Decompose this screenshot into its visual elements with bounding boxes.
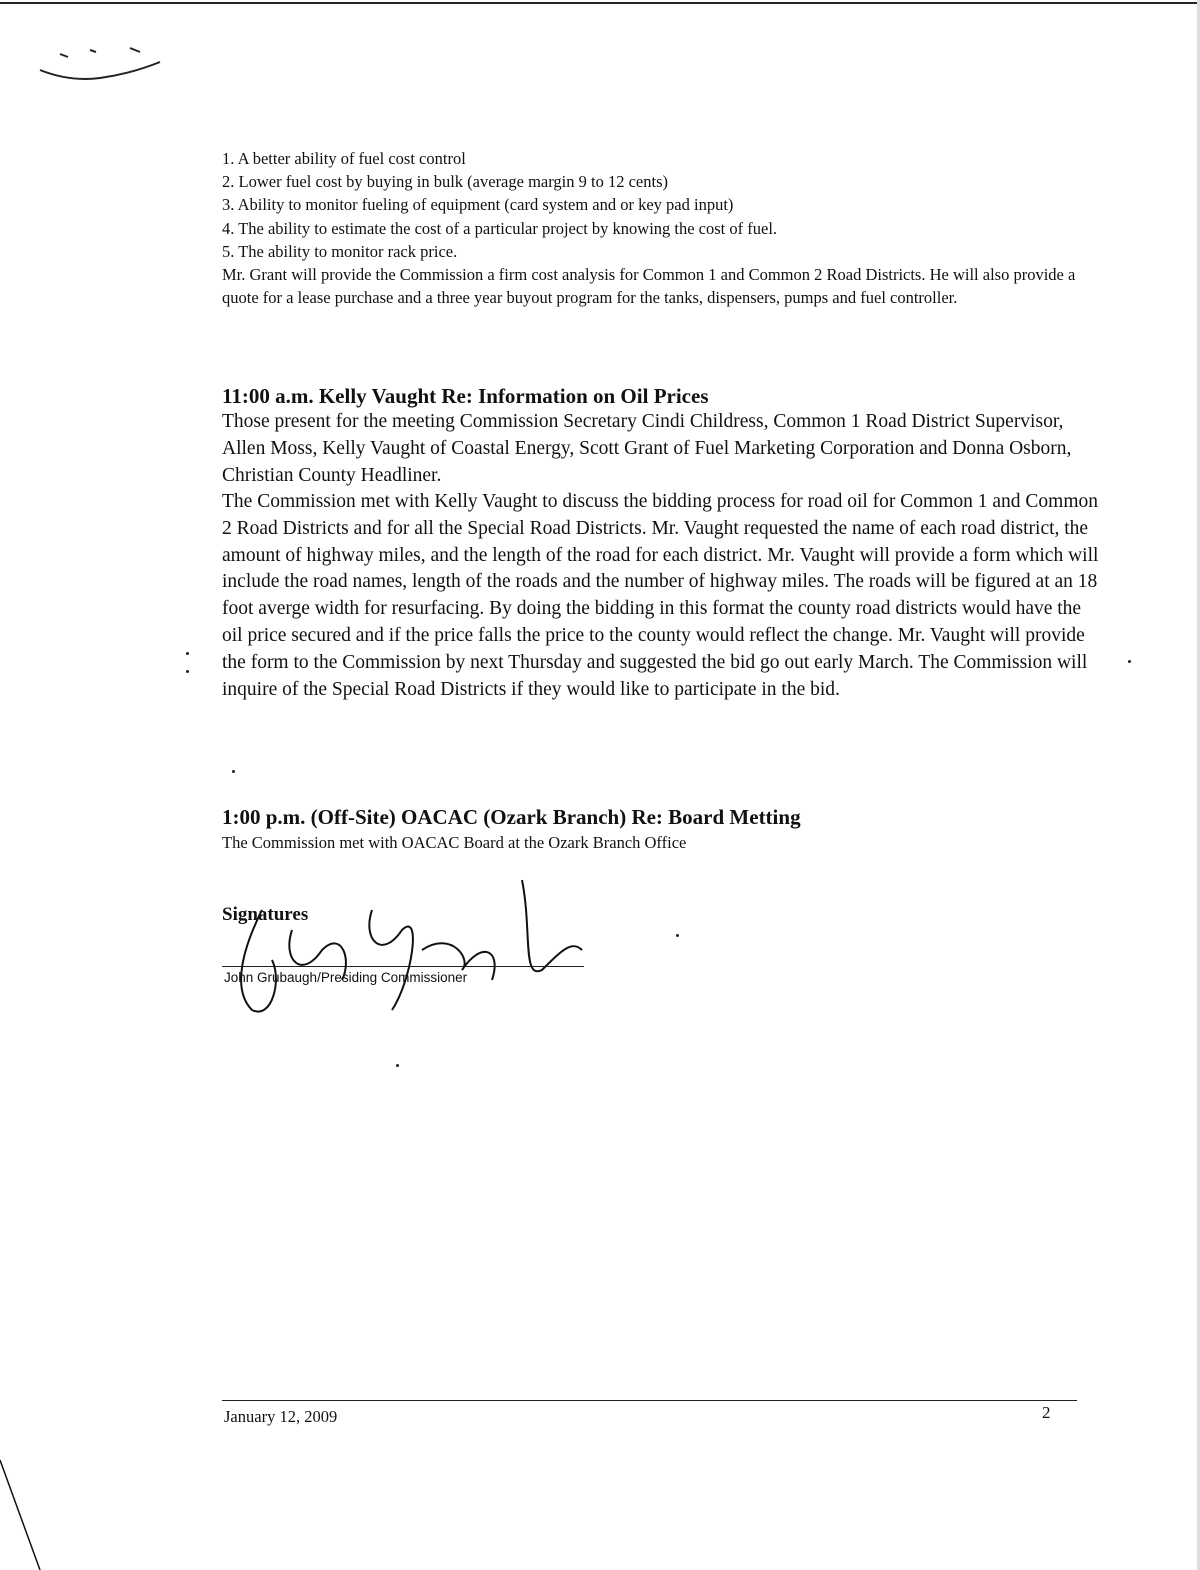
footer-date: January 12, 2009: [224, 1407, 338, 1426]
signatory-name: John Grubaugh/Presiding Commissioner: [224, 970, 468, 985]
scan-speck: [396, 1064, 399, 1067]
list-item: 1. A better ability of fuel cost control: [222, 149, 466, 168]
handwritten-signature: [222, 870, 602, 1020]
oacac-paragraph: The Commission met with OACAC Board at the Ozark Branch Office: [222, 833, 687, 852]
oil-prices-heading: 11:00 a.m. Kelly Vaught Re: Information on Oil Prices: [222, 384, 709, 408]
scan-speck: [676, 934, 679, 937]
oacac-heading: 1:00 p.m. (Off-Site) OACAC (Ozark Branch) Re: Board Metting: [222, 805, 801, 829]
grant-paragraph: Mr. Grant will provide the Commission a firm cost analysis for Common 1 and Common 2 Road Districts. He will also provide a quote for a lease purchase and a three year buyout program for the tanks, dispensers, pumps and fuel controller.: [222, 265, 1076, 308]
list-item: 2. Lower fuel cost by buying in bulk (average margin 9 to 12 cents): [222, 172, 668, 192]
scan-speck: [186, 670, 189, 673]
scan-speck: [1128, 660, 1131, 663]
scan-edge-top: [0, 2, 1200, 4]
scan-speck: [186, 652, 189, 655]
scan-smudge-mark: [30, 40, 170, 100]
scan-speck: [232, 770, 235, 773]
oil-bidding-paragraph: The Commission met with Kelly Vaught to discuss the bidding process for road oil for Common 1 and Common 2 Road Districts and for all the Special Road Districts. Mr. Vaught requested the name of each road district, the amount of highway miles, and the length of the road for each district. Mr. Vaught will provide a form which will include the road names, length of the roads and the number of highway miles. The roads will be figured at an 18 foot averge width for resurfacing. By doing the bidding in this format the county road districts would have the oil price secured and if the price falls the price to the county would reflect the change. Mr. Vaught will provide the form to the Commission by next Thursday and suggested the bid go out early March. The Commission will inquire of the Special Road Districts if they would like to participate in the bid.: [222, 491, 1099, 700]
page-number: 2: [1042, 1403, 1051, 1422]
list-item: 3. Ability to monitor fueling of equipment (card system and or key pad input): [222, 195, 734, 215]
page-fold-line: [0, 0, 60, 1570]
signature-block: [222, 900, 602, 1020]
attendees-paragraph: Those present for the meeting Commission Secretary Cindi Childress, Common 1 Road District Supervisor, Allen Moss, Kelly Vaught of Coastal Energy, Scott Grant of Fuel Marketing Corporation and Donna Osborn, Christian County Headliner.: [222, 411, 1072, 486]
signatures-label: Signatures: [222, 904, 309, 925]
footer-rule: [222, 1400, 1077, 1401]
benefits-list: [222, 147, 1102, 263]
list-item: 4. The ability to estimate the cost of a particular project by knowing the cost of fuel.: [222, 218, 778, 238]
list-item: 5. The ability to monitor rack price.: [222, 241, 458, 261]
